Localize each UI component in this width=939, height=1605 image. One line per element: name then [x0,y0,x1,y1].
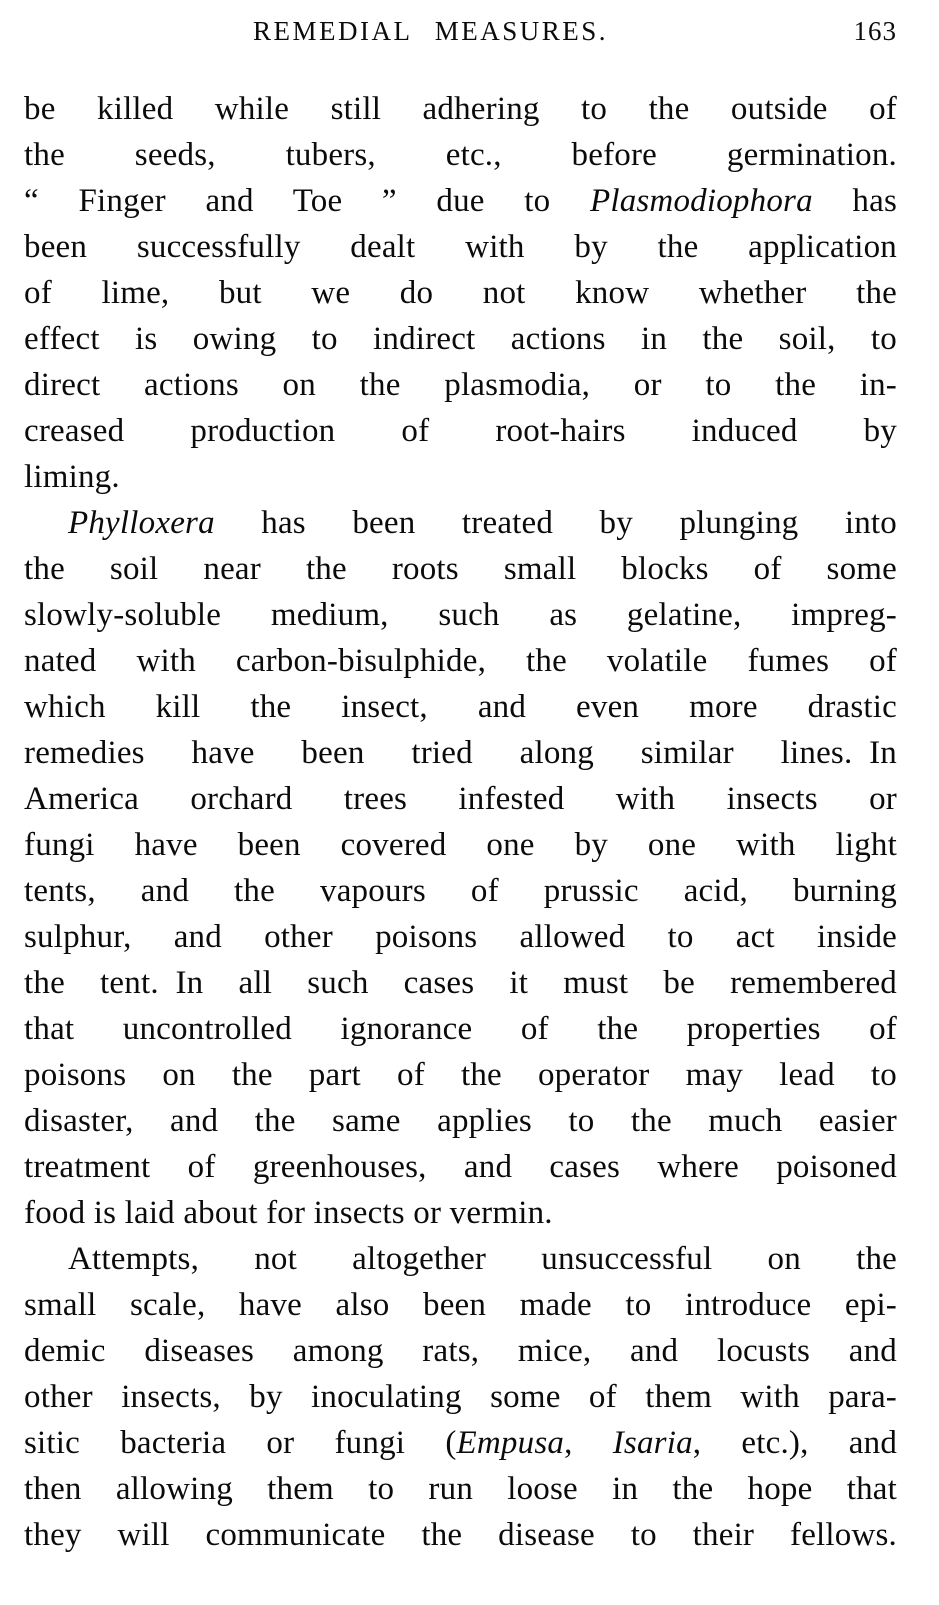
text-segment: “ Finger and Toe ” due to [24,183,590,219]
text-segment: the soil near the roots small blocks of some [24,551,897,587]
text-segment: has been treated by plunging into [214,505,897,541]
text-segment: disaster, and the same applies to the much easier [24,1103,897,1139]
text-line [24,1374,897,1420]
text-line [24,362,897,408]
text-line [24,86,897,132]
paragraph [24,1236,897,1558]
text-segment: be killed while still adhering to the outside of [24,91,897,127]
text-line [24,1328,897,1374]
text-line [24,1190,897,1236]
page-number: 163 [853,16,897,46]
text-segment: which kill the insect, and even more drastic [24,689,897,725]
text-segment: tents, and the vapours of prussic acid, burning [24,873,897,909]
text-line [24,500,897,546]
text-segment: demic diseases among rats, mice, and locusts and [24,1333,897,1369]
text-line [24,1282,897,1328]
text-line [24,546,897,592]
text-line [24,1236,897,1282]
text-segment: remedies have been tried along similar lines. In [24,735,897,771]
page-title: REMEDIAL MEASURES. [252,16,608,46]
text-segment: been successfully dealt with by the application [24,229,897,265]
text-segment: fungi have been covered one by one with light [24,827,897,863]
text-segment: poisons on the part of the operator may lead to [24,1057,897,1093]
text-segment: food is laid about for insects or vermin. [24,1195,553,1231]
text-line [24,914,897,960]
italic-text: Empusa [456,1425,565,1461]
text-segment: of lime, but we do not know whether the [24,275,897,311]
text-segment: direct actions on the plasmodia, or to the in- [24,367,897,403]
text-line [24,960,897,1006]
text-line [24,1420,897,1466]
text-segment: nated with carbon-bisulphide, the volatile fumes of [24,643,897,679]
text-segment: sitic bacteria or fungi ( [24,1425,457,1461]
text-segment: that uncontrolled ignorance of the properties of [24,1011,897,1047]
text-segment: they will communicate the disease to their fellows. [24,1517,897,1553]
text-line [24,776,897,822]
text-line [24,1052,897,1098]
italic-text: Isaria [612,1425,693,1461]
text-segment: creased production of root-hairs induced by [24,413,897,449]
text-line [24,822,897,868]
text-line [24,454,897,500]
paragraph [24,500,897,1236]
text-segment: small scale, have also been made to introduce epi- [24,1287,897,1323]
text-segment: , etc.), and [692,1425,898,1461]
text-segment: the seeds, tubers, etc., before germination. [24,137,897,173]
text-line [24,1144,897,1190]
text-line [24,684,897,730]
text-line [24,1512,897,1558]
text-segment: other insects, by inoculating some of them with para- [24,1379,897,1415]
text-segment: treatment of greenhouses, and cases where poisoned [24,1149,897,1185]
text-line [24,408,897,454]
text-line [24,638,897,684]
text-segment: effect is owing to indirect actions in the soil, to [24,321,897,357]
text-line [24,1098,897,1144]
text-line [24,270,897,316]
text-segment: slowly-soluble medium, such as gelatine, impreg- [24,597,897,633]
text-line [24,730,897,776]
text-segment: then allowing them to run loose in the hope that [24,1471,897,1507]
text-line [24,592,897,638]
text-segment: Attempts, not altogether unsuccessful on the [68,1241,897,1277]
text-segment: the tent. In all such cases it must be remembered [24,965,897,1001]
text-segment: liming. [24,459,120,495]
text-line [24,224,897,270]
italic-text: Plasmodiophora [589,183,813,219]
text-segment: has [812,183,897,219]
text-line [24,178,897,224]
text-line [24,132,897,178]
text-line [24,1006,897,1052]
text-line [24,316,897,362]
text-segment: America orchard trees infested with insects or [24,781,897,817]
page-body [24,86,897,1558]
running-header [24,16,897,50]
text-line [24,868,897,914]
paragraph [24,86,897,500]
italic-text: Phylloxera [68,505,215,541]
text-segment: sulphur, and other poisons allowed to act inside [24,919,897,955]
text-segment: , [564,1425,613,1461]
text-line [24,1466,897,1512]
